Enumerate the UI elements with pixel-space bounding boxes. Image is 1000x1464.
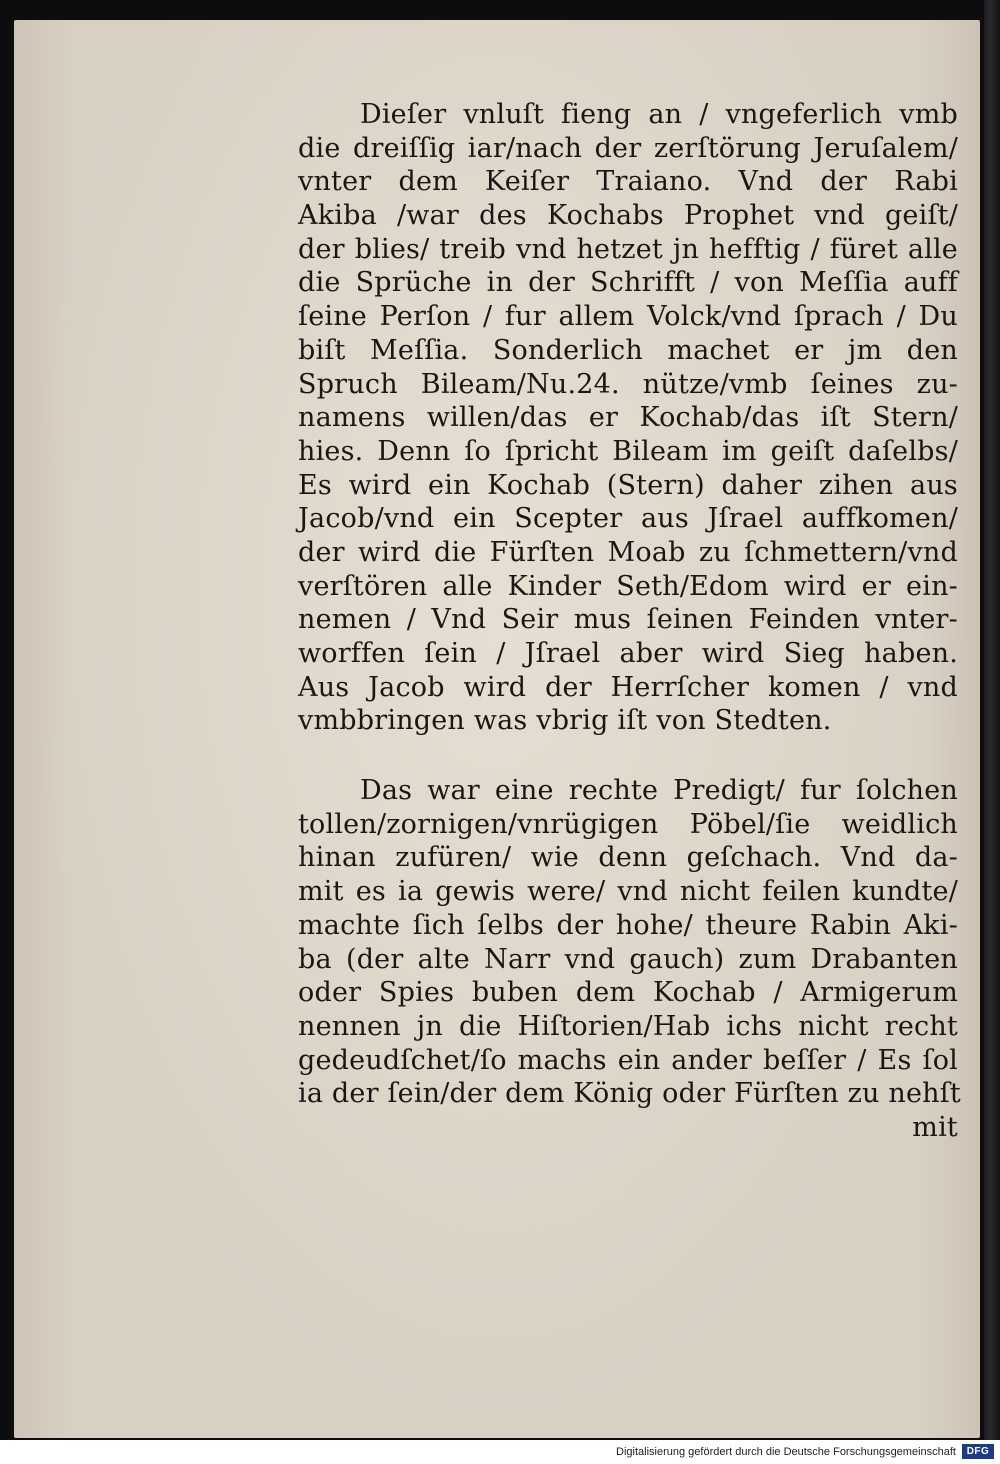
text-line: machte ſich ſelbs der hohe/ theure Rabin Aki- — [298, 909, 958, 941]
book-page — [14, 20, 980, 1438]
paragraph — [298, 98, 958, 738]
text-line: namens willen/das er Kochab/das iſt Stern/ — [298, 402, 958, 434]
text-line: die Sprüche in der Schrifft / von Meſſia auff — [298, 267, 958, 299]
text-line: Dieſer vnluſt fieng an / vngeferlich vmb — [360, 99, 958, 130]
text-line: worffen ſein / Jſrael aber wird Sieg haben. — [298, 638, 958, 669]
text-line: die dreiſſig iar/nach der zerſtörung Jeruſalem/ — [298, 132, 958, 164]
catchword: mit — [912, 1111, 958, 1143]
text-line: vmbbringen was vbrig iſt von Stedten. — [298, 705, 832, 737]
text-line: hinan zufüren/ wie denn geſchach. Vnd da- — [298, 842, 958, 874]
text-line: Spruch Bileam/Nu.24. nütze/vmb ſeines zu- — [298, 368, 958, 400]
text-line: Es wird ein Kochab (Stern) daher zihen aus — [298, 469, 958, 501]
text-line: gedeudſchet/ſo machs ein ander beſſer / Es ſol — [298, 1044, 958, 1076]
funding-credit: Digitalisierung gefördert durch die Deutsche Forschungsgemeinschaft — [616, 1446, 956, 1458]
text-line: nemen / Vnd Seir mus ſeinen Feinden vnter- — [298, 604, 958, 636]
book-spine — [984, 0, 1000, 1440]
text-line: Jacob/vnd ein Scepter aus Jſrael auffkomen/ — [298, 503, 958, 535]
text-line: der wird die Fürſten Moab zu ſchmettern/vnd — [298, 536, 958, 568]
text-line: ia der ſein/der dem König oder Fürſten zu nehſt — [298, 1078, 961, 1110]
text-line: Das war eine rechte Predigt/ fur ſolchen — [360, 775, 958, 807]
text-block — [298, 98, 961, 1145]
text-line: der blies/ treib vnd hetzet jn hefftig / füret alle — [298, 233, 958, 265]
text-line: verſtören alle Kinder Seth/Edom wird er ein- — [298, 570, 958, 602]
text-line: Aus Jacob wird der Herrſcher komen / vnd — [298, 671, 958, 703]
text-line: oder Spies buben dem Kochab / Armigerum — [298, 977, 958, 1009]
text-line: ſeine Perſon / fur allem Volck/vnd ſprach / Du — [298, 301, 958, 333]
text-line: tollen/zornigen/vnrügigen Pöbel/ſie weidlich — [298, 808, 958, 840]
text-line: Akiba /war des Kochabs Prophet vnd geiſt/ — [298, 200, 958, 232]
text-line: nennen jn die Hiſtorien/Hab ichs nicht recht — [298, 1010, 958, 1042]
dfg-logo-icon[interactable]: DFG — [962, 1444, 994, 1459]
paragraph — [298, 774, 961, 1111]
text-line: hies. Denn ſo ſpricht Bileam im geiſt daſelbs/ — [298, 435, 958, 467]
text-line: vnter dem Keiſer Traiano. Vnd der Rabi — [298, 166, 958, 198]
text-line: ba (der alte Narr vnd gauch) zum Drabanten — [298, 943, 958, 975]
text-line: biſt Meſſia. Sonderlich machet er jm den — [298, 334, 958, 366]
footer-bar — [0, 1440, 1000, 1464]
text-line: mit es ia gewis were/ vnd nicht feilen kundte/ — [298, 876, 958, 908]
